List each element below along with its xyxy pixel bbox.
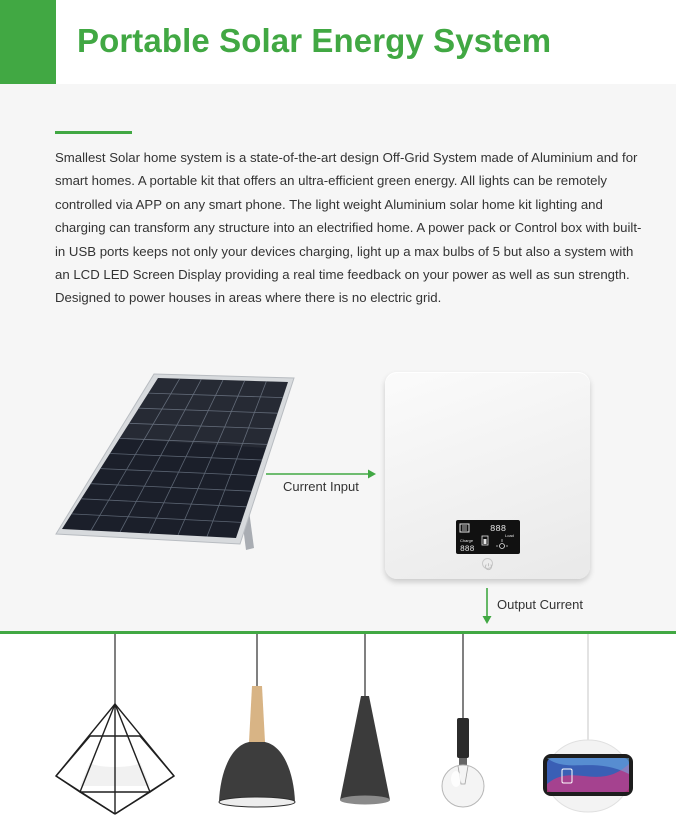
header-accent-block	[0, 0, 56, 84]
geometric-wire-pendant-icon	[50, 634, 180, 819]
lcd-top-digits: 888	[490, 524, 507, 534]
title-underline	[55, 131, 132, 134]
output-current-label: Output Current	[497, 597, 583, 612]
power-icon	[483, 561, 494, 572]
power-button	[482, 558, 493, 569]
lcd-load-label: Load	[505, 533, 514, 538]
lcd-screen	[456, 520, 520, 554]
arrow-down-icon	[480, 588, 494, 624]
cone-pendant-icon	[330, 634, 400, 819]
current-input-label: Current Input	[283, 479, 359, 494]
page-title: Portable Solar Energy System	[77, 22, 552, 59]
lcd-charge-label: Charge	[460, 538, 474, 543]
edison-bulb-pendant-icon	[428, 634, 498, 819]
wood-neck-dome-pendant-icon	[212, 634, 302, 819]
lcd-bottom-digits: 888	[460, 545, 475, 554]
control-box	[385, 372, 590, 579]
wireless-charger-phone-icon	[538, 634, 638, 819]
lcd-display-icon	[456, 520, 520, 554]
intro-paragraph: Smallest Solar home system is a state-of-the-art design Off-Grid System made of Aluminium and for smart homes. A portable kit that offers an ultra-efficient green energy. All lights can be remotely controlled via APP on any smart phone. The light weight Aluminium solar home kit lighting and charging can transform any structure into an electrified home. A power pack or Control box with built-in USB ports keeps not only your devices charging, light up a max bulbs of 5 but also a system with an LCD LED Screen Display providing a real time feedback on your power as well as sun strength. Designed to power houses in areas where there is no electric grid.	[55, 150, 642, 306]
